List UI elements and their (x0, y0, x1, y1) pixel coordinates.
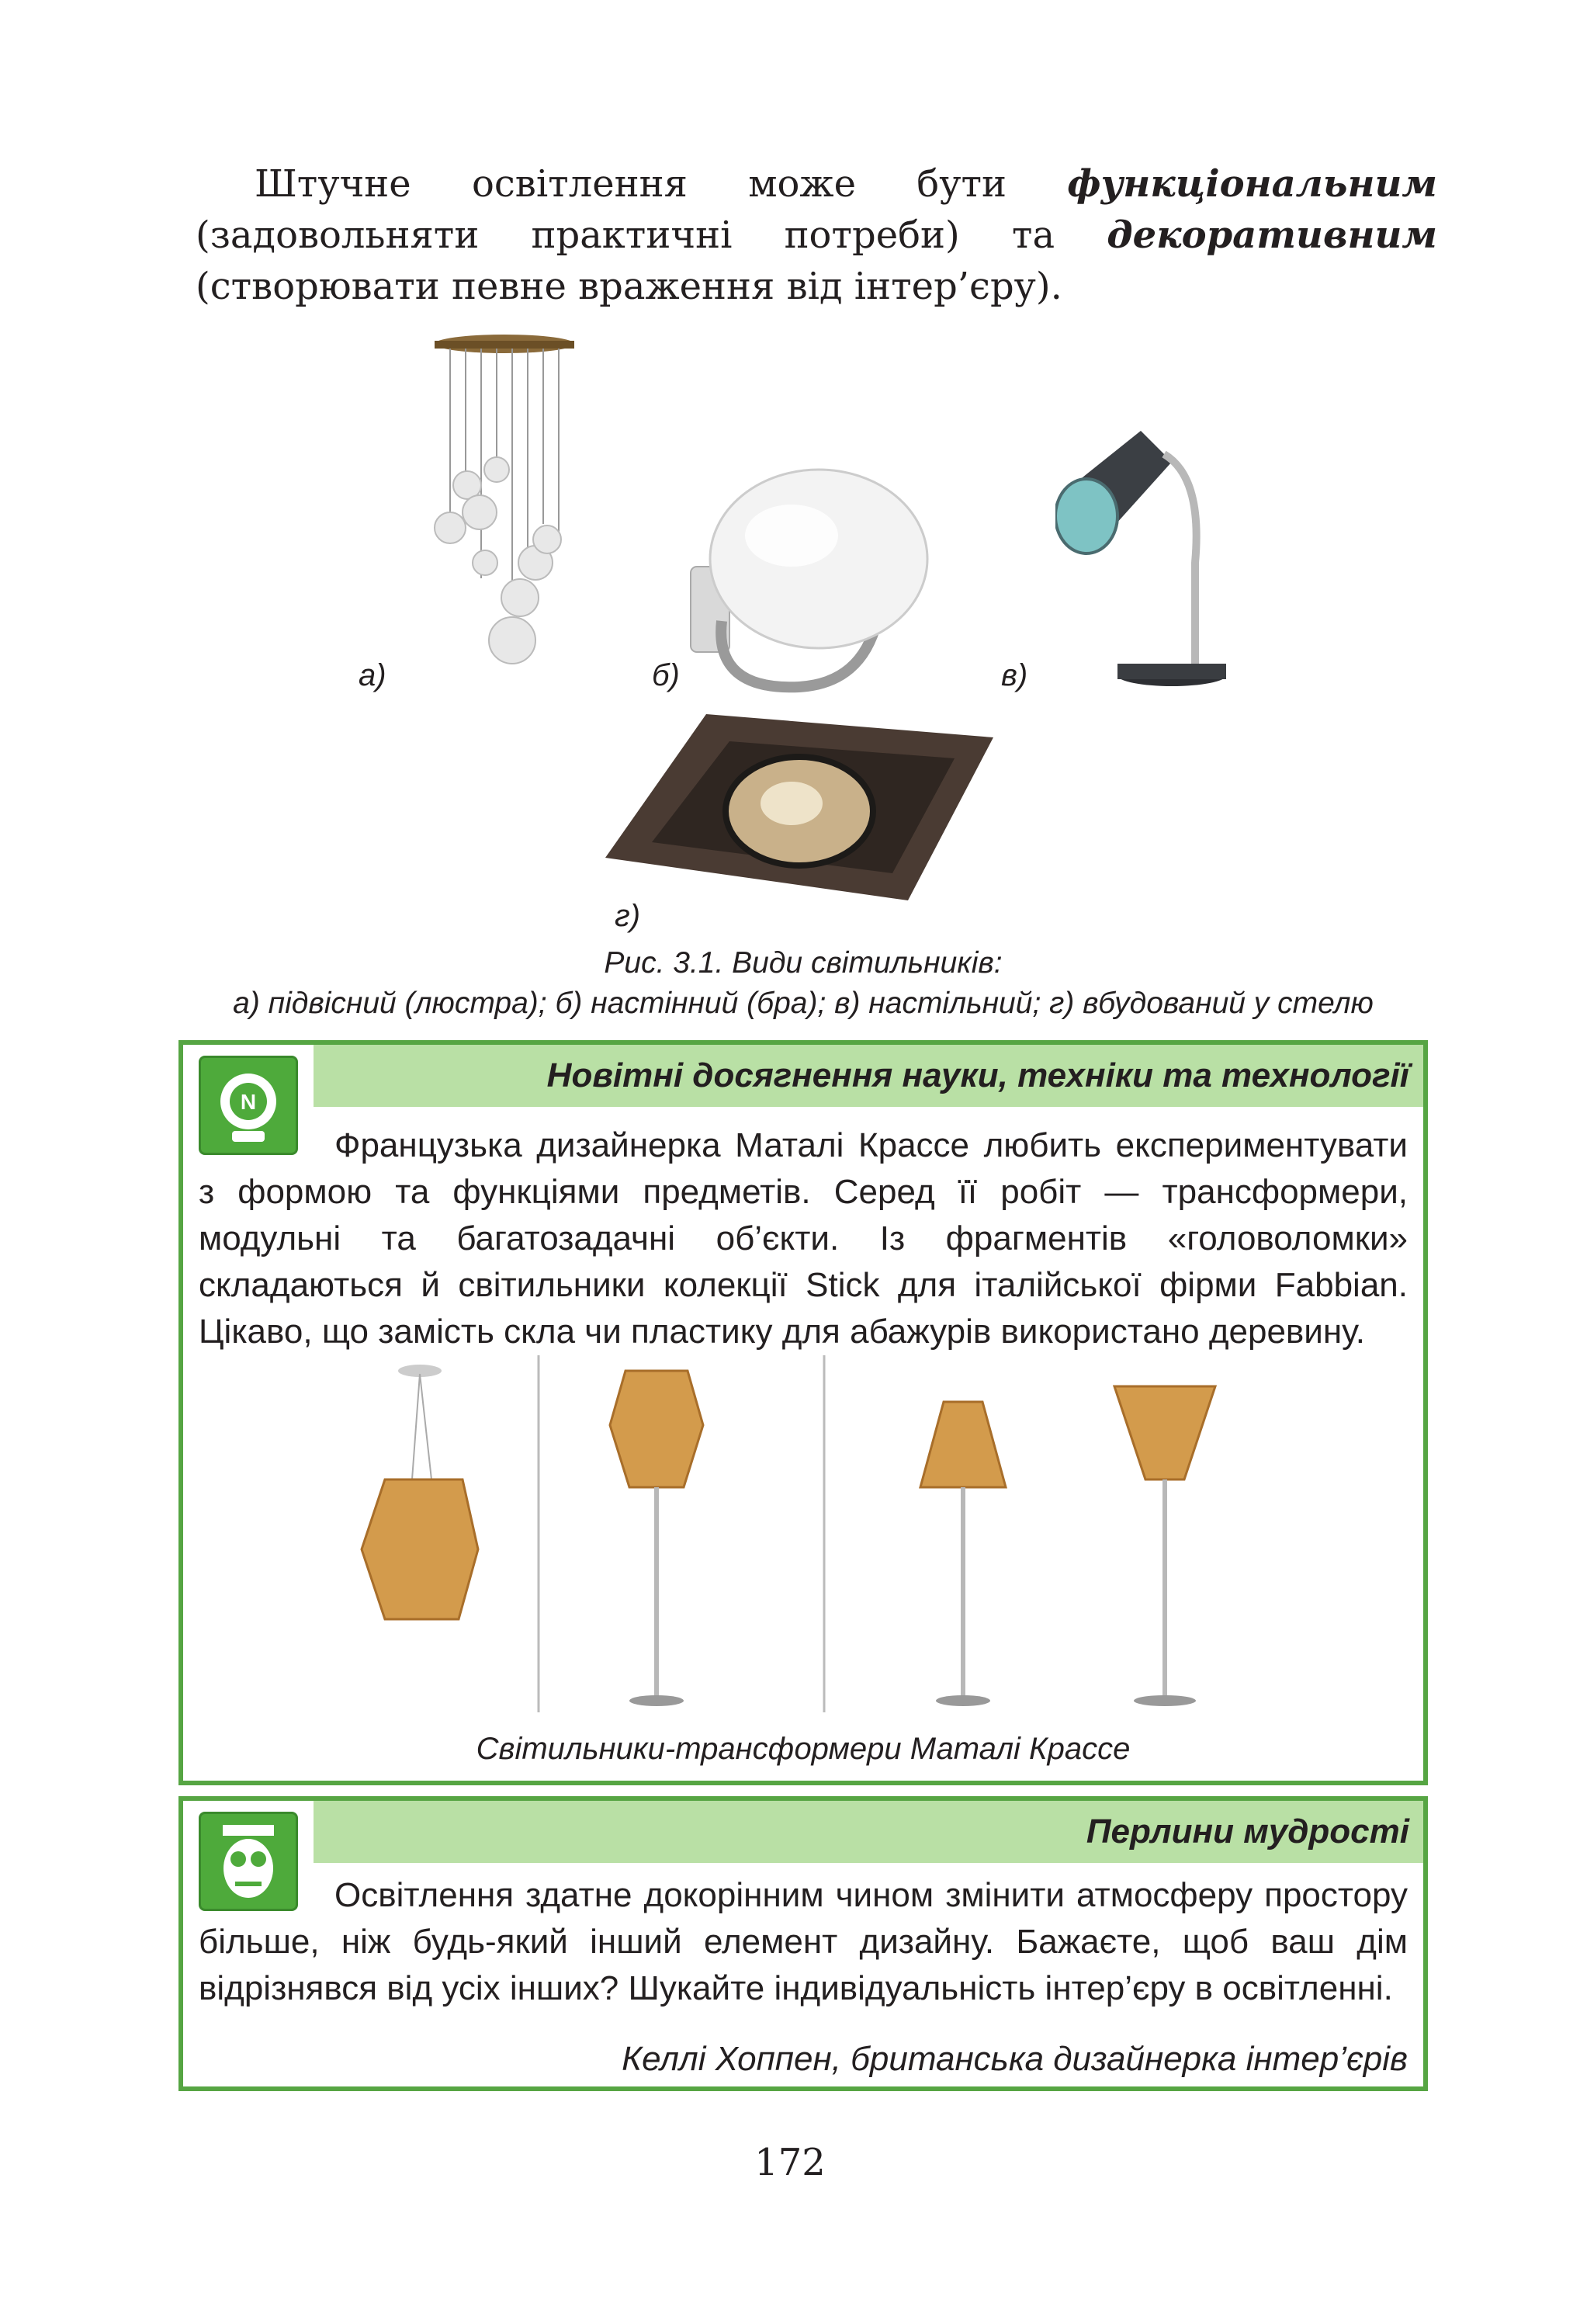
term-decorative: декоративним (1107, 213, 1437, 257)
science-news-box (178, 1040, 1428, 1785)
figure-caption-legend: а) підвісний (люстра); б) настінний (бра); в) настільний; г) вбудований у стелю (233, 987, 1374, 1020)
science-box-text: Французька дизайнерка Маталі Крассе любить експериментувати з формою та функціями предметів. Серед її робіт — трансформери, модульні та багатозадачні об’єкти. Із фрагментів «головоломки» складаються й світильники колекції Stick для італійської фірми Fabbian. Цікаво, що замість скла чи пластику для абажурів використано деревину. (199, 1126, 1408, 1351)
intro-text-1: Штучне освітлення може бути (255, 162, 1068, 206)
label-b: б) (652, 658, 680, 692)
desk-lamp-illustration (1055, 408, 1234, 695)
wisdom-box-text-wrap (199, 1872, 1408, 2012)
figure-caption-title: Рис. 3.1. Види світильників: (604, 946, 1003, 980)
svg-text:N: N (240, 1090, 257, 1114)
page-number: 172 (754, 2141, 826, 2184)
wall-sconce-illustration (683, 466, 939, 699)
science-box-title: Новітні досягнення науки, техніки та технології (314, 1045, 1423, 1107)
stick-lamps-photo (284, 1355, 1324, 1720)
wisdom-box (178, 1796, 1428, 2091)
science-photo-caption: Світильники-трансформери Маталі Крассе (476, 1732, 1131, 1766)
label-g: г) (615, 899, 641, 933)
label-v: в) (1001, 658, 1028, 692)
science-box-text-wrap (199, 1122, 1408, 1355)
intro-paragraph (196, 158, 1437, 312)
wisdom-box-title: Перлини мудрості (314, 1801, 1423, 1863)
chandelier-illustration (419, 330, 590, 679)
wisdom-box-text: Освітлення здатне докорінним чином змінити атмосферу простору більше, ніж будь-який інший елемент дизайну. Бажаєте, щоб ваш дім відрізнявся від усіх інших? Шукайте індивідуальність інтер’єру в освітленні. (199, 1876, 1408, 2007)
label-a: а) (359, 658, 386, 692)
intro-text-3: (створювати певне враження від інтер’єру). (196, 265, 1062, 308)
quote-author: Келлі Хоппен, британська дизайнерка інтер’єрів (622, 2040, 1408, 2078)
recessed-light-illustration (598, 710, 1001, 904)
intro-text-2: (задовольняти практичні потреби) та (196, 213, 1107, 257)
term-functional: функціональним (1067, 162, 1437, 206)
